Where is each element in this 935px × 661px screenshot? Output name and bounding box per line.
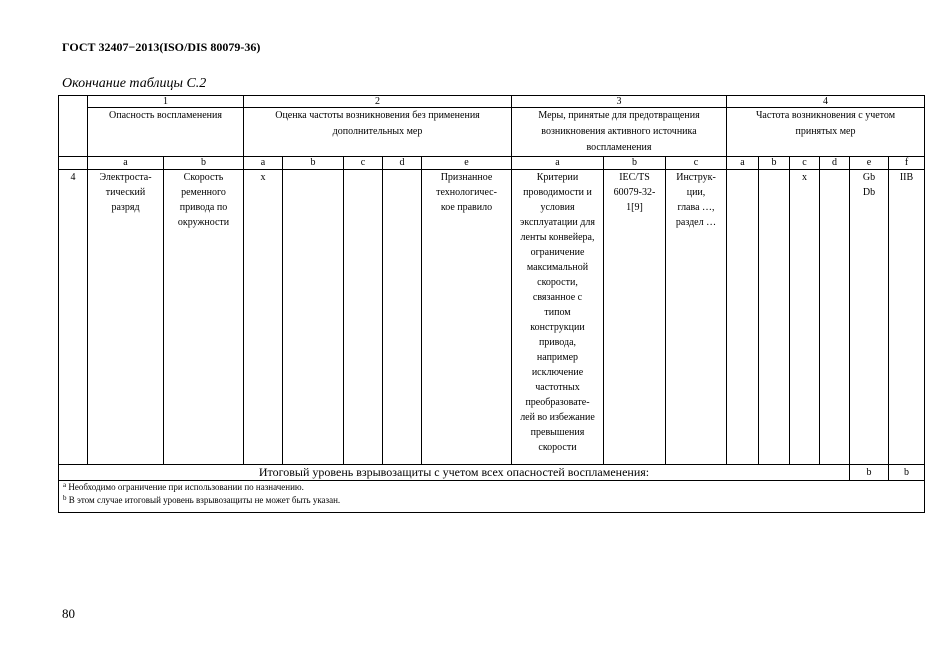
cell-frequency-b — [283, 170, 344, 465]
cell-frequency-c — [344, 170, 383, 465]
text-line: Оценка частоты возникновения без применения — [275, 110, 480, 121]
sub-letter: a — [512, 157, 604, 170]
cell-frequency-a: x — [244, 170, 283, 465]
sub-letter: b — [604, 157, 666, 170]
group-number-4: 4 — [727, 96, 925, 108]
text-line: эксплуатации для — [520, 217, 595, 228]
row-number-header — [59, 96, 88, 157]
text-line: возникновения активного источника — [541, 126, 697, 137]
text-line: типом — [544, 307, 571, 318]
text-line: Электроста- — [99, 172, 152, 183]
text-line: превышения — [530, 427, 585, 438]
cell-ignition-source — [88, 170, 164, 465]
text-line: условия — [540, 202, 575, 213]
sub-letter: e — [422, 157, 512, 170]
text-line: раздел … — [675, 217, 717, 228]
text-line: IEC/TS — [619, 172, 650, 183]
text-line: Частота возникновения с учетом — [755, 110, 896, 121]
total-label: Итоговый уровень взрывозащиты с учетом всех опасностей воспламенения: — [59, 465, 850, 481]
text-line: разряд — [111, 202, 140, 213]
footnote-mark: a — [63, 481, 67, 489]
page-number: 80 — [62, 606, 75, 621]
group-header-ignition-hazard: Опасность воспламенения — [88, 108, 244, 157]
text-line: лей во избежание — [520, 412, 595, 423]
text-line: скорости — [538, 442, 577, 453]
document-header: ГОСТ 32407−2013(ISO/DIS 80079-36) — [62, 40, 261, 54]
total-f: b — [889, 465, 925, 481]
sub-letter: d — [820, 157, 850, 170]
group-number-3: 3 — [512, 96, 727, 108]
text-line: Признанное — [440, 172, 493, 183]
sub-letter: b — [759, 157, 790, 170]
sub-letter: a — [727, 157, 759, 170]
cell-result-b — [759, 170, 790, 465]
text-line: глава …, — [677, 202, 715, 213]
text-line: например — [536, 352, 579, 363]
sub-letter: a — [88, 157, 164, 170]
group-header-frequency-with-measures — [727, 108, 925, 157]
sub-letter: c — [790, 157, 820, 170]
table-caption: Окончание таблицы С.2 — [62, 76, 207, 91]
text-line: ленты конвейера, — [520, 232, 595, 243]
text-line: частотных — [535, 382, 580, 393]
footnote-text: Необходимо ограничение при использовании по назначению. — [66, 482, 304, 492]
sub-letter: f — [889, 157, 925, 170]
text-line: Db — [862, 187, 876, 198]
group-number-2: 2 — [244, 96, 512, 108]
group-header-frequency-without-measures — [244, 108, 512, 157]
text-line: окружности — [177, 217, 230, 228]
text-line: исключение — [531, 367, 584, 378]
text-line: привода по — [179, 202, 228, 213]
footnote-a — [63, 481, 920, 494]
cell-result-e — [850, 170, 889, 465]
sub-letter: b — [283, 157, 344, 170]
text-line: конструкции — [530, 322, 585, 333]
cell-result-f: IIB — [889, 170, 925, 465]
text-line: Меры, принятые для предотвращения — [538, 110, 700, 121]
cell-result-c: x — [790, 170, 820, 465]
text-line: ции, — [686, 187, 706, 198]
text-line: дополнительных мер — [332, 126, 423, 137]
text-line: Критерии — [536, 172, 579, 183]
cell-measures-a — [512, 170, 604, 465]
cell-result-d — [820, 170, 850, 465]
text-line: ременного — [181, 187, 226, 198]
text-line: максимальной — [526, 262, 589, 273]
footnote-mark: b — [63, 494, 67, 502]
cell-ignition-cause — [164, 170, 244, 465]
text-line: кое правило — [440, 202, 493, 213]
sub-letter: d — [383, 157, 422, 170]
total-e: b — [850, 465, 889, 481]
text-line: Gb — [862, 172, 876, 183]
sub-letter: c — [344, 157, 383, 170]
text-line: Инструк- — [676, 172, 716, 183]
text-line: технологичес- — [436, 187, 497, 198]
text-line: тический — [105, 187, 146, 198]
text-line: Скорость — [183, 172, 224, 183]
footnote-b — [63, 494, 920, 507]
text-line: скорости, — [537, 277, 578, 288]
sub-letter: e — [850, 157, 889, 170]
group-header-preventive-measures — [512, 108, 727, 157]
group-number-1: 1 — [88, 96, 244, 108]
footnote-text: В этом случае итоговый уровень взрывозащиты не может быть указан. — [66, 495, 341, 505]
footnotes — [59, 481, 925, 513]
text-line: привода, — [538, 337, 577, 348]
text-line: преобразовате- — [525, 397, 590, 408]
row-number: 4 — [59, 170, 88, 465]
hazard-table — [58, 95, 925, 513]
text-line: 1[9] — [626, 202, 643, 213]
cell-frequency-e — [422, 170, 512, 465]
cell-result-a — [727, 170, 759, 465]
text-line: ограничение — [530, 247, 585, 258]
sub-letter: b — [164, 157, 244, 170]
text-line: воспламенения — [586, 142, 652, 153]
text-line: связанное с — [532, 292, 583, 303]
text-line: принятых мер — [795, 126, 856, 137]
sub-letter-empty — [59, 157, 88, 170]
text-line: 60079-32- — [613, 187, 656, 198]
cell-measures-c — [666, 170, 727, 465]
table-row — [59, 170, 925, 465]
cell-measures-b — [604, 170, 666, 465]
sub-letter: a — [244, 157, 283, 170]
cell-frequency-d — [383, 170, 422, 465]
sub-letter: c — [666, 157, 727, 170]
text-line: проводимости и — [523, 187, 592, 198]
